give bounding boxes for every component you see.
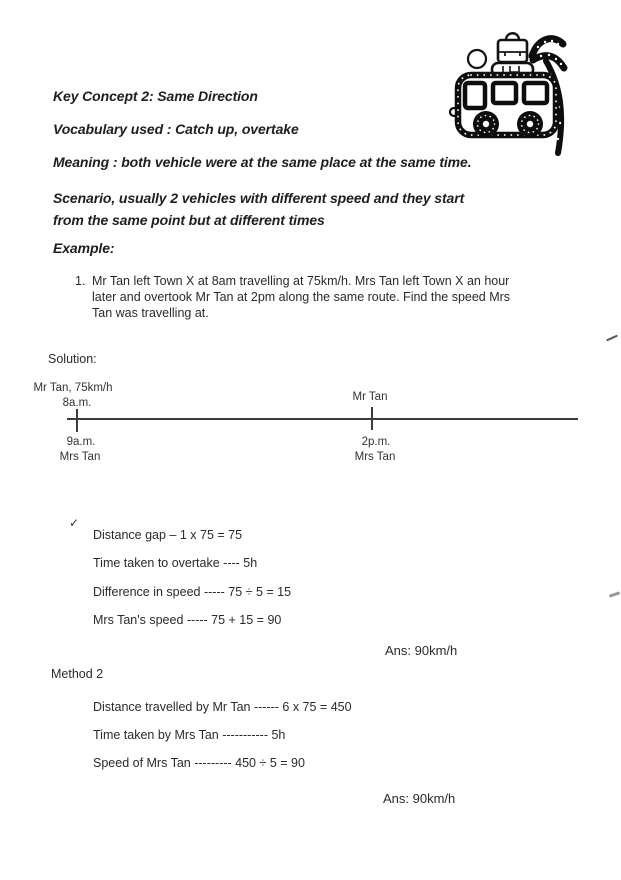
solution-label: Solution: [48,352,97,366]
timeline-left-bottom-label2: Mrs Tan [59,451,101,463]
heading-scenario-line2: from the same point but at different times [53,212,325,228]
ball-icon [468,50,486,68]
scan-mark [609,591,620,597]
heading-key-concept: Key Concept 2: Same Direction [53,88,258,104]
heading-vocabulary: Vocabulary used : Catch up, overtake [53,121,299,137]
timeline-left-top-label1: Mr Tan, 75km/h [33,382,113,394]
heading-example: Example: [53,240,115,256]
working-line-time-taken: Time taken to overtake ---- 5h [93,556,258,570]
scan-mark [606,335,618,342]
working-line-mrs-tan-speed: Mrs Tan's speed ----- 75 + 15 = 90 [93,613,282,627]
checkmark-icon: ✓ [69,516,80,530]
working-line-speed-diff: Difference in speed ----- 75 ÷ 5 = 15 [93,585,292,599]
timeline-left-bottom-label1: 9a.m. [66,436,96,448]
timeline-tick-left [76,409,78,432]
problem-text-line1: Mr Tan left Town X at 8am travelling at 75km/h. Mrs Tan left Town X an hour [92,274,510,288]
answer-method1: Ans: 90km/h [385,643,458,658]
timeline-axis [67,418,578,420]
method2-line-speed: Speed of Mrs Tan --------- 450 ÷ 5 = 90 [93,756,305,770]
answer-method2: Ans: 90km/h [383,791,456,806]
heading-meaning: Meaning : both vehicle were at the same place at the same time. [53,154,472,170]
wheel-icon [517,111,543,137]
working-line-distance-gap: Distance gap – 1 x 75 = 75 [93,528,243,542]
timeline-mid-top-label: Mr Tan [352,391,388,403]
problem-text-line2: later and overtook Mr Tan at 2pm along the same route. Find the speed Mrs [92,290,511,304]
wheel-icon [473,111,499,137]
method2-line-distance: Distance travelled by Mr Tan ------ 6 x 75 = 450 [93,700,352,714]
timeline-mid-bottom-label2: Mrs Tan [354,451,396,463]
timeline-mid-bottom-label1: 2p.m. [361,436,391,448]
problem-text-line3: Tan was travelling at. [92,306,209,320]
timeline-tick-mid [371,407,373,430]
heading-scenario-line1: Scenario, usually 2 vehicles with different speed and they start [53,190,465,206]
timeline-left-top-label2: 8a.m. [62,397,92,409]
method2-line-time: Time taken by Mrs Tan ----------- 5h [93,728,286,742]
problem-number: 1. [75,274,86,288]
bus-icon [458,75,556,137]
method2-label: Method 2 [51,667,104,681]
suitcase-icon [498,33,527,62]
bus-illustration [446,25,588,157]
